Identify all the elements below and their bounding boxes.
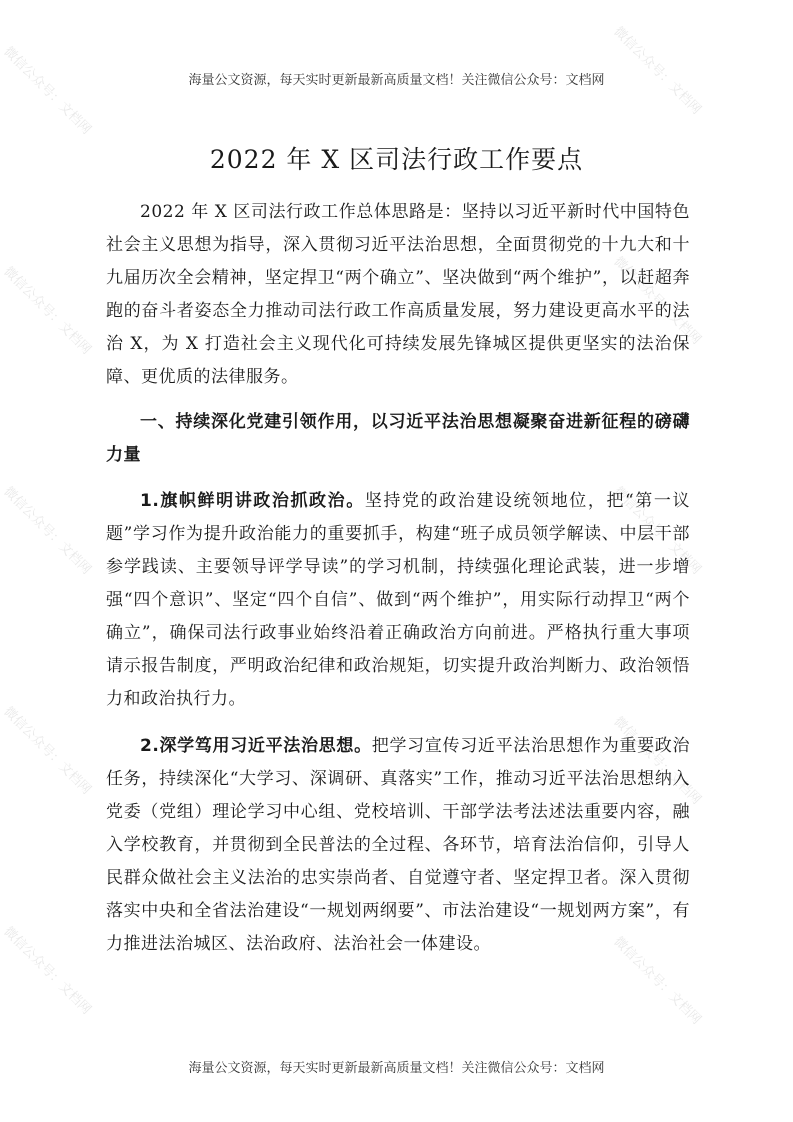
watermark-text: 微信公众号：文档网 [0,924,94,1018]
item-lead: 1.旗帜鲜明讲政治抓政治。 [140,491,365,511]
item-paragraph [106,485,690,716]
item-text: 把学习宣传习近平法治思想作为重要政治任务，持续深化“大学习、深调研、真落实”工作，推动习近平法治思想纳入党委（党组）理论学习中心组、党校培训、干部学法考法述法重要内容，融入学校教育，并贯彻到全民普法的全过程、各环节，培育法治信仰，引导人民群众做社会主义法治的忠实崇尚者、自觉遵守者、坚定捍卫者。深入贯彻落实中央和全省法治建设“一规划两纲要”、市法治建设“一规划两方案”，有力推进法治城区、法治政府、法治社会一体建设。 [106,736,690,954]
watermark-text: 微信公众号：文档网 [610,714,704,808]
watermark-text: 微信公众号：文档网 [610,484,704,578]
watermark-text: 微信公众号：文档网 [610,24,704,118]
section-heading: 一、持续深化党建引领作用，以习近平法治思想凝聚奋进新征程的磅礴力量 [106,412,690,465]
watermark-text: 微信公众号：文档网 [610,254,704,348]
watermark-text: 微信公众号：文档网 [0,704,94,798]
watermark-text: 微信公众号：文档网 [0,484,94,578]
watermark-text: 微信公众号：文档网 [0,44,94,138]
footer-note: 海量公文资源，每天实时更新最新高质量文档！关注微信公众号：文档网 [188,1061,605,1076]
item-text: 坚持党的政治建设统领地位，把“第一议题”学习作为提升政治能力的重要抓手，构建“班子成员领学解读、中层干部参学践读、主要领导评学导读”的学习机制，持续强化理论武装，进一步增强“四个意识”、坚定“四个自信”、做到“两个维护”，用实际行动捍卫“两个确立”，确保司法行政事业始终沿着正确政治方向前进。严格执行重大事项请示报告制度，严明政治纪律和政治规矩，切实提升政治判断力、政治领悟力和政治执行力。 [106,491,690,709]
intro-paragraph: 2022 年 X 区司法行政工作总体思路是：坚持以习近平新时代中国特色社会主义思想为指导，深入贯彻习近平法治思想，全面贯彻党的十九大和十九届历次全会精神，坚定捍卫“两个确立”、坚决做到“两个维护”，以赶超奔跑的奋斗者姿态全力推动司法行政工作高质量发展，努力建设更高水平的法治 X，为 X 打造社会主义现代化可持续发展先锋城区提供更坚实的法治保障、更优质的法律服务。 [106,202,690,387]
item-paragraph [106,730,690,961]
document-body [106,196,690,961]
watermark-text: 微信公众号：文档网 [610,934,704,1028]
item-lead: 2.深学笃用习近平法治思想。 [140,736,372,756]
watermark-text: 微信公众号：文档网 [0,264,94,358]
page-title: 2022 年 X 区司法行政工作要点 [209,145,584,174]
header-note: 海量公文资源，每天实时更新最新高质量文档！关注微信公众号：文档网 [188,73,605,88]
